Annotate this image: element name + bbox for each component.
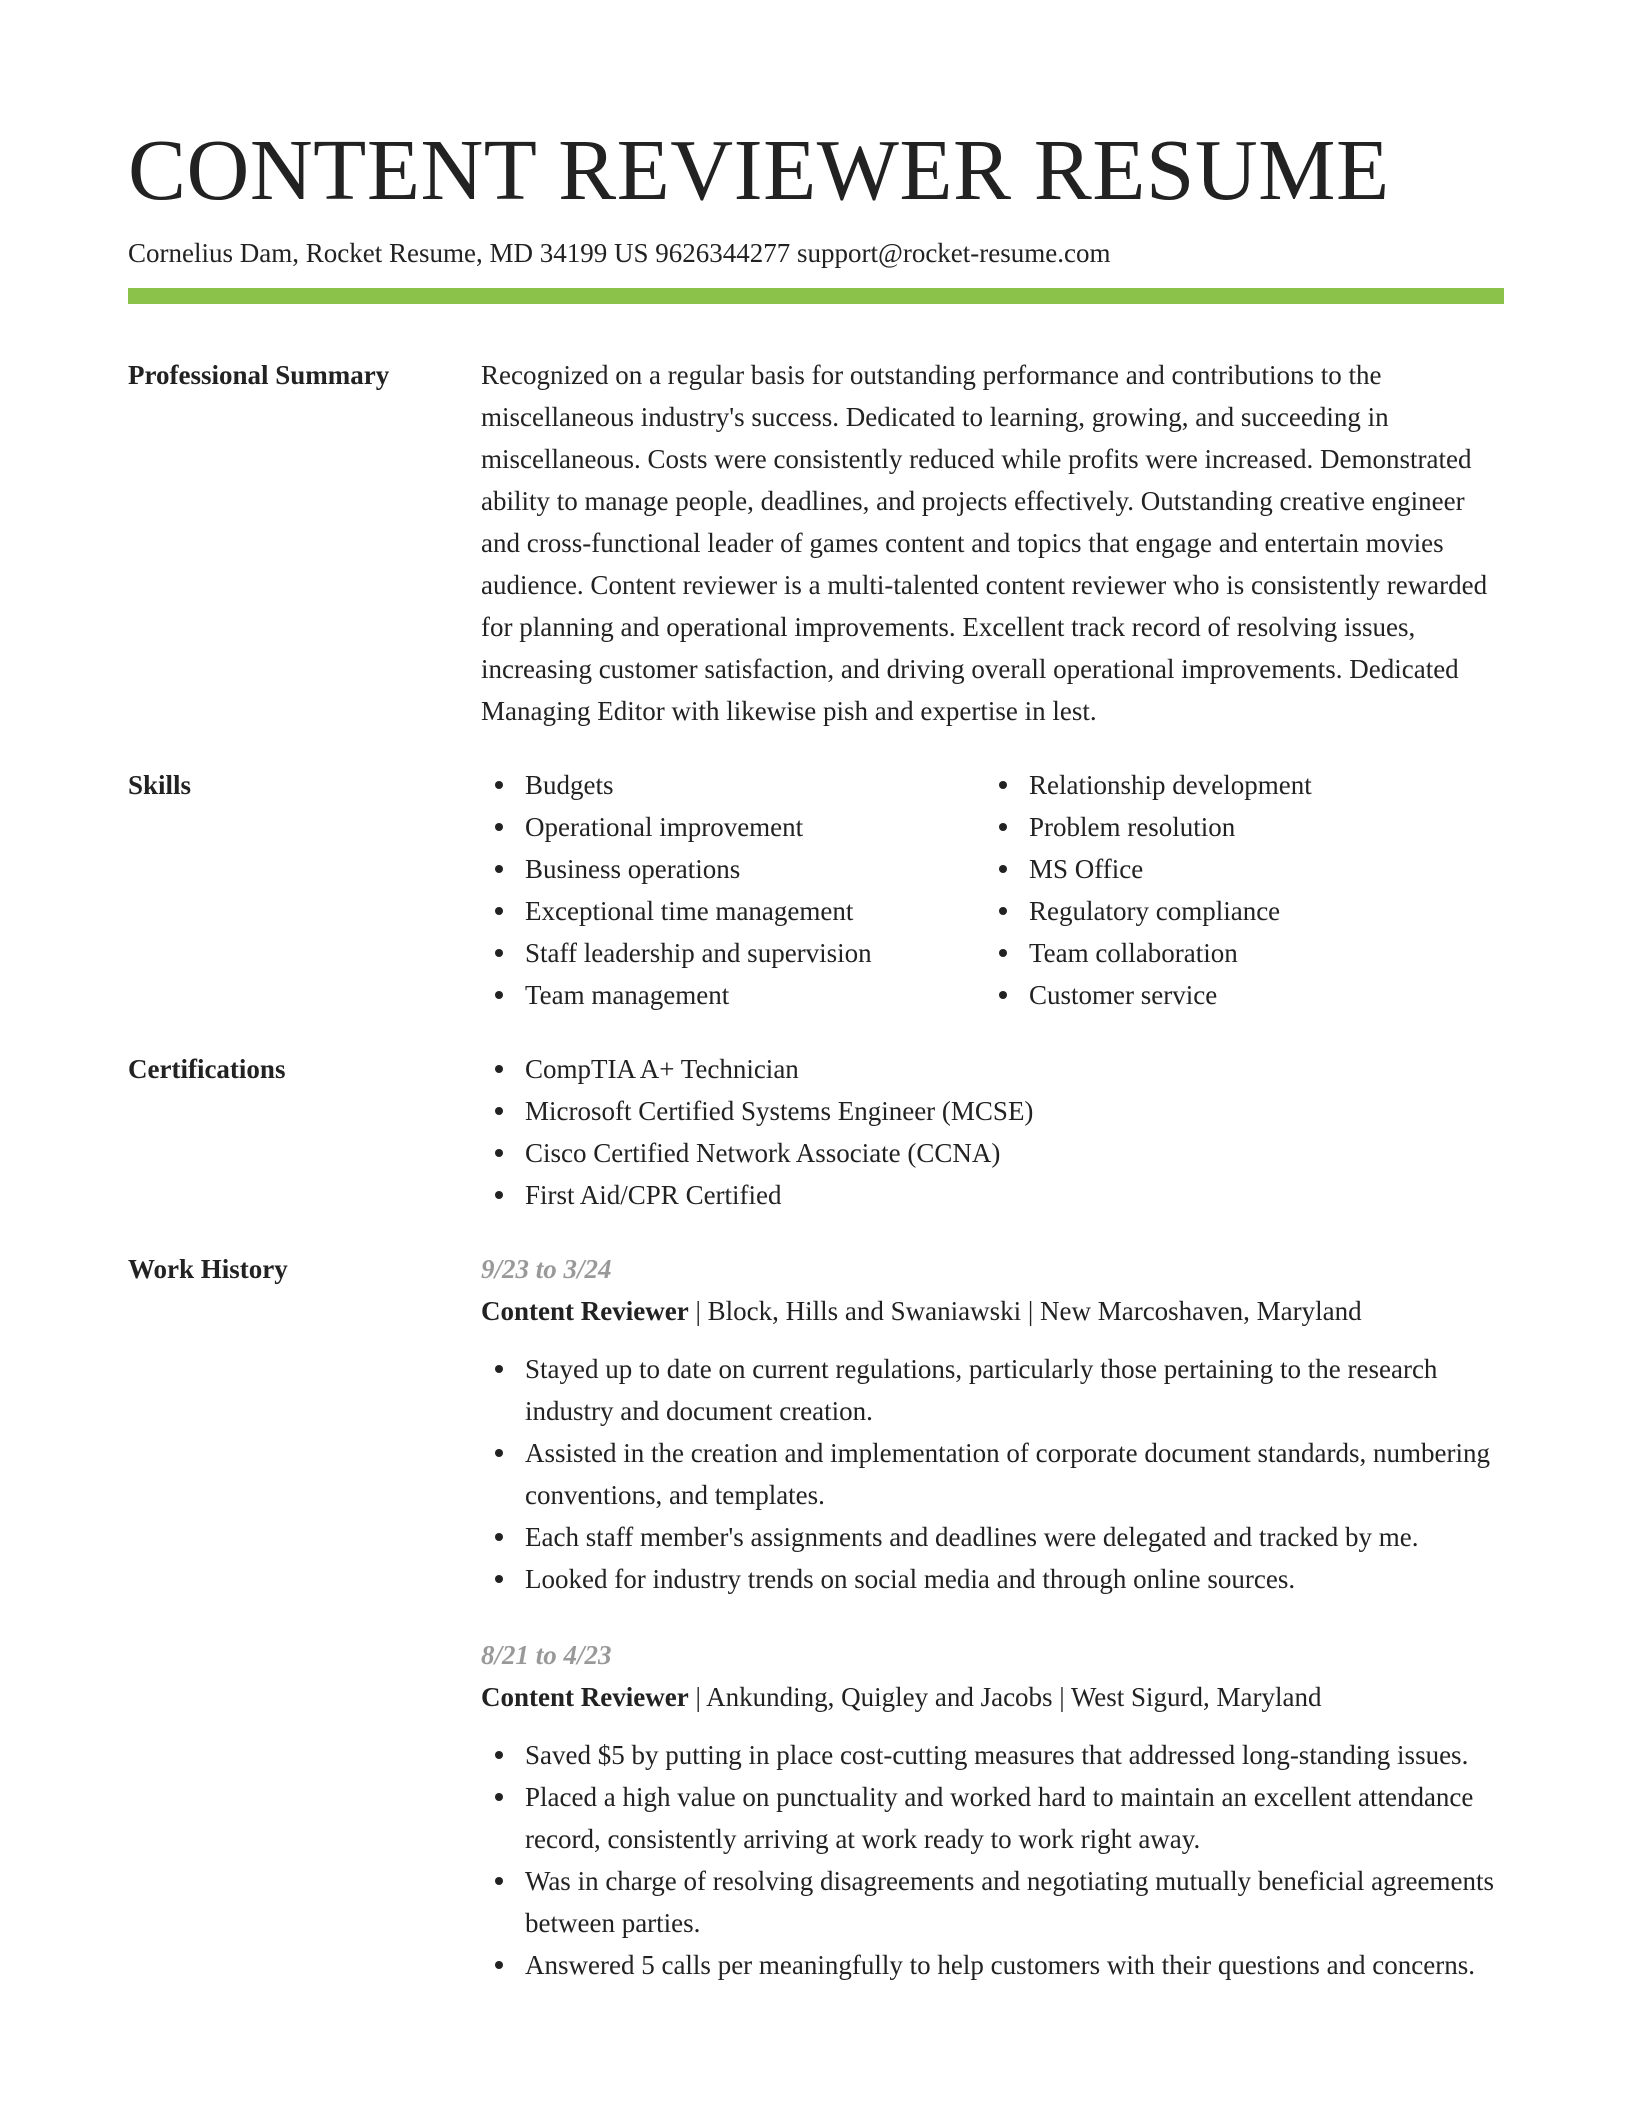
work-history-heading: Work History	[128, 1254, 288, 1284]
skill-text: Customer service	[1029, 980, 1218, 1010]
summary-body	[481, 354, 1504, 732]
job-heading	[481, 1290, 1504, 1332]
accent-divider	[128, 288, 1504, 304]
certifications-body	[481, 1048, 1504, 1216]
skill-item	[481, 764, 985, 806]
summary-section	[128, 354, 1504, 732]
skill-text: Regulatory compliance	[1029, 896, 1281, 926]
skills-list-right	[985, 764, 1312, 1016]
bullet-icon	[495, 1877, 503, 1885]
job-bullet	[481, 1558, 1504, 1600]
bullet-icon	[999, 907, 1007, 915]
skills-heading: Skills	[128, 770, 192, 800]
page-title: CONTENT REVIEWER RESUME	[128, 121, 1390, 218]
bullet-icon	[495, 823, 503, 831]
certification-item	[481, 1132, 1504, 1174]
skill-item	[481, 974, 985, 1016]
certifications-list	[481, 1048, 1504, 1216]
skill-text: Exceptional time management	[525, 896, 854, 926]
skill-item	[481, 932, 985, 974]
job-bullets	[481, 1348, 1504, 1600]
bullet-icon	[495, 1751, 503, 1759]
skill-text: MS Office	[1029, 854, 1144, 884]
bullet-icon	[495, 1533, 503, 1541]
bullet-icon	[999, 949, 1007, 957]
job-bullet	[481, 1348, 1504, 1432]
bullet-icon	[495, 1191, 503, 1199]
work-history-section	[128, 1248, 1504, 2020]
summary-text: Recognized on a regular basis for outstanding performance and contributions to the miscellaneous industry's success. Dedicated to learning, growing, and succeeding in miscellaneous. Costs were consistently reduced while profits were increased. Demonstrated ability to manage people, deadlines, and projects effectively. Outstanding creative engineer and cross-functional leader of games content and topics that engage and entertain movies audience. Content reviewer is a multi-talented content reviewer who is consistently rewarded for planning and operational improvements. Excellent track record of resolving issues, increasing customer satisfaction, and driving overall operational improvements. Dedicated Managing Editor with likewise pish and expertise in lest.	[481, 360, 1488, 726]
bullet-icon	[495, 949, 503, 957]
bullet-icon	[495, 781, 503, 789]
bullet-icon	[495, 1107, 503, 1115]
job-heading	[481, 1676, 1504, 1718]
skill-text: Problem resolution	[1029, 812, 1236, 842]
skill-text: Budgets	[525, 770, 614, 800]
skill-text: Relationship development	[1029, 770, 1312, 800]
bullet-icon	[495, 865, 503, 873]
job-bullet-text: Saved $5 by putting in place cost-cutting measures that addressed long-standing issues.	[525, 1740, 1469, 1770]
bullet-icon	[495, 1149, 503, 1157]
certifications-heading: Certifications	[128, 1054, 286, 1084]
skills-list-left	[481, 764, 985, 1016]
bullet-icon	[495, 1365, 503, 1373]
job-bullet	[481, 1432, 1504, 1516]
job-bullet-text: Was in charge of resolving disagreements and negotiating mutually beneficial agreements between parties.	[525, 1866, 1495, 1938]
certification-item	[481, 1048, 1504, 1090]
job-dates: 9/23 to 3/24	[481, 1254, 612, 1284]
skill-text: Operational improvement	[525, 812, 804, 842]
bullet-icon	[999, 781, 1007, 789]
job-bullet-text: Each staff member's assignments and deadlines were delegated and tracked by me.	[525, 1522, 1419, 1552]
bullet-icon	[495, 1575, 503, 1583]
certification-item	[481, 1090, 1504, 1132]
bullet-icon	[495, 991, 503, 999]
skill-item	[985, 932, 1312, 974]
skills-section	[128, 764, 1504, 1016]
skill-item	[985, 806, 1312, 848]
job-bullet-text: Looked for industry trends on social media and through online sources.	[525, 1564, 1296, 1594]
skill-item	[985, 848, 1312, 890]
bullet-icon	[999, 991, 1007, 999]
certification-text: Cisco Certified Network Associate (CCNA)	[525, 1138, 1001, 1168]
skill-text: Staff leadership and supervision	[525, 938, 872, 968]
job-bullet-text: Assisted in the creation and implementation of corporate document standards, numbering conventions, and templates.	[525, 1438, 1490, 1510]
certification-item	[481, 1174, 1504, 1216]
job-bullets	[481, 1734, 1504, 1986]
bullet-icon	[495, 1961, 503, 1969]
bullet-icon	[495, 907, 503, 915]
skills-body	[481, 764, 1504, 1016]
skill-item	[985, 764, 1312, 806]
job-dates: 8/21 to 4/23	[481, 1640, 612, 1670]
job-bullet-text: Stayed up to date on current regulations, particularly those pertaining to the research industry and document creation.	[525, 1354, 1438, 1426]
job-bullet	[481, 1516, 1504, 1558]
skill-item	[481, 890, 985, 932]
skill-item	[481, 848, 985, 890]
bullet-icon	[495, 1449, 503, 1457]
job-details: | Block, Hills and Swaniawski | New Marcoshaven, Maryland	[688, 1296, 1362, 1326]
skill-item	[481, 806, 985, 848]
job-bullet-text: Placed a high value on punctuality and worked hard to maintain an excellent attendance record, consistently arriving at work ready to work right away.	[525, 1782, 1474, 1854]
skill-item	[985, 890, 1312, 932]
job-bullet	[481, 1944, 1504, 1986]
certification-text: First Aid/CPR Certified	[525, 1180, 782, 1210]
bullet-icon	[495, 1793, 503, 1801]
work-history-body	[481, 1248, 1504, 2020]
job-entry	[481, 1634, 1504, 1986]
job-title: Content Reviewer	[481, 1296, 689, 1326]
job-entry	[481, 1248, 1504, 1600]
summary-heading: Professional Summary	[128, 360, 390, 390]
job-bullet	[481, 1776, 1504, 1860]
job-title: Content Reviewer	[481, 1682, 689, 1712]
job-bullet	[481, 1860, 1504, 1944]
skill-item	[985, 974, 1312, 1016]
skill-text: Team management	[525, 980, 730, 1010]
bullet-icon	[999, 823, 1007, 831]
certification-text: Microsoft Certified Systems Engineer (MCSE)	[525, 1096, 1034, 1126]
job-details: | Ankunding, Quigley and Jacobs | West Sigurd, Maryland	[688, 1682, 1322, 1712]
certifications-section	[128, 1048, 1504, 1216]
contact-line: Cornelius Dam, Rocket Resume, MD 34199 US 9626344277 support@rocket-resume.com	[128, 238, 1111, 268]
job-bullet-text: Answered 5 calls per meaningfully to help customers with their questions and concerns.	[525, 1950, 1476, 1980]
job-bullet	[481, 1734, 1504, 1776]
skill-text: Business operations	[525, 854, 741, 884]
certification-text: CompTIA A+ Technician	[525, 1054, 799, 1084]
bullet-icon	[999, 865, 1007, 873]
skill-text: Team collaboration	[1029, 938, 1238, 968]
bullet-icon	[495, 1065, 503, 1073]
